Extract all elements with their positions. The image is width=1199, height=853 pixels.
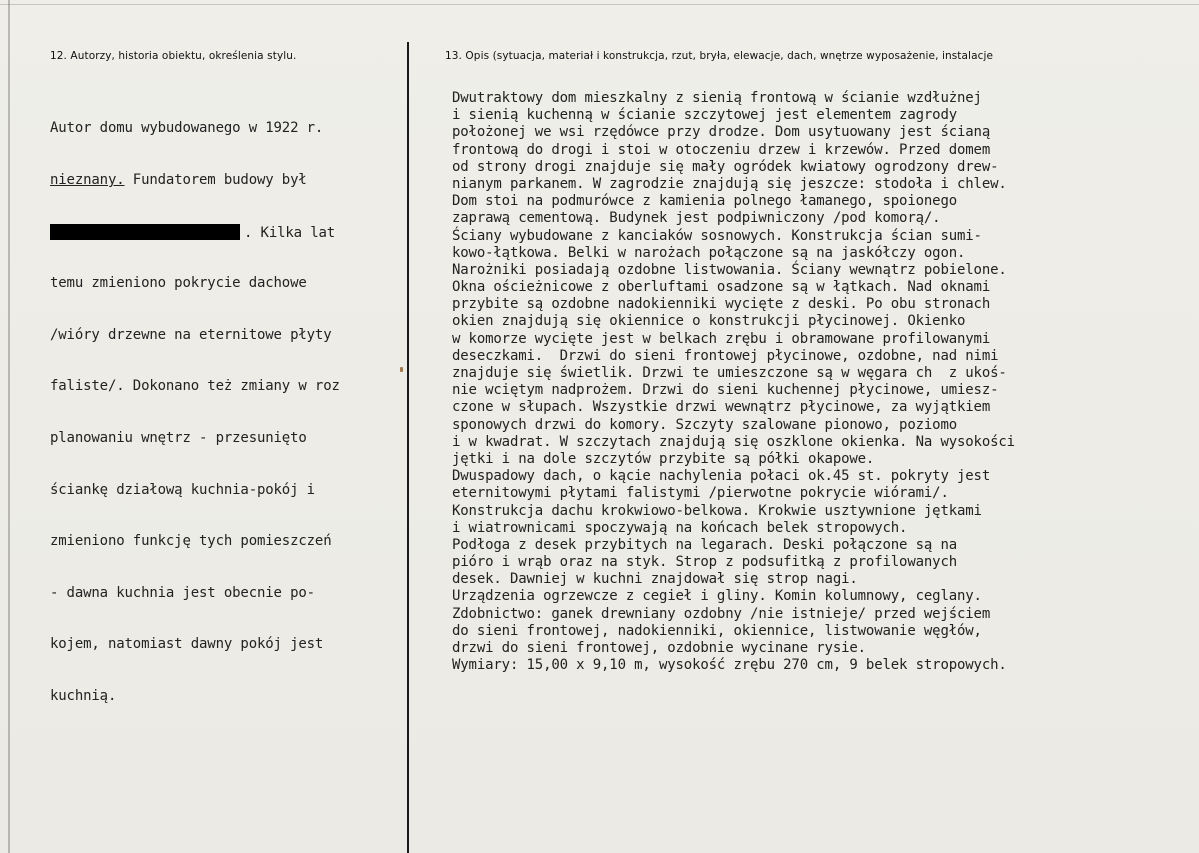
right-line: pióro i wrąb oraz na styk. Strop z podsufitką z profilowanych	[452, 554, 958, 571]
right-line: Zdobnictwo: ganek drewniany ozdobny /nie istnieje/ przed wejściem	[452, 605, 991, 622]
right-line: Narożniki posiadają ozdobne listwowania. Ściany wewnątrz pobielone.	[452, 261, 1007, 278]
right-line: okien znajdują się okiennice o konstrukcji płycinowej. Okienko	[452, 313, 966, 330]
underlined-word: nieznany.	[50, 172, 125, 188]
left-line: /wióry drzewne na eternitowe płyty	[50, 326, 332, 343]
redaction-bar	[50, 224, 240, 240]
right-line: czone w słupach. Wszystkie drzwi wewnątrz płycinowe, za wyjątkiem	[452, 399, 991, 416]
right-line: eternitowymi płytami falistymi /pierwotne pokrycie wiórami/.	[452, 485, 949, 502]
section-13-text	[452, 90, 1192, 674]
left-line: planowaniu wnętrz - przesunięto	[50, 429, 307, 446]
right-line: do sieni frontowej, nadokienniki, okiennice, listwowanie węgłów,	[452, 622, 982, 639]
right-line: drzwi do sieni frontowej, ozdobnie wycinane rysie.	[452, 640, 866, 656]
left-line: faliste/. Dokonano też zmiany w roz	[50, 378, 340, 395]
right-line: w komorze wycięte jest w belkach zrębu i obramowane profilowanymi	[452, 330, 991, 347]
left-line	[50, 224, 400, 241]
right-line: położonej we wsi rzędówce przy drodze. Dom usytuowany jest ścianą	[452, 124, 991, 141]
right-line: Urządzenia ogrzewcze z cegieł i gliny. Komin kolumnowy, ceglany.	[452, 588, 982, 605]
column-divider	[407, 42, 409, 853]
right-line: Konstrukcja dachu krokwiowo-belkowa. Krokwie usztywnione jętkami	[452, 502, 982, 519]
left-line-rest: . Kilka lat	[244, 224, 336, 241]
right-line: Ściany wybudowane z kanciaków sosnowych. Konstrukcja ścian sumi-	[452, 227, 982, 244]
right-line: przybite są ozdobne nadokienniki wycięte z deski. Po obu stronach	[452, 296, 991, 313]
right-line: znajduje się świetlik. Drzwi te umieszczone są w węgara ch z ukoś-	[452, 365, 1007, 381]
right-line: nianym parkanem. W zagrodzie znajdują się jeszcze: stodoła i chlew.	[452, 175, 1007, 192]
left-line: - dawna kuchnia jest obecnie po-	[50, 584, 315, 601]
right-line: Dom stoi na podmurówce z kamienia polnego łamanego, spoionego	[452, 193, 958, 210]
right-line: Dwuspadowy dach, o kącie nachylenia połaci ok.45 st. pokryty jest	[452, 468, 991, 485]
right-line: deseczkami. Drzwi do sieni frontowej płycinowe, ozdobne, nad nimi	[452, 347, 999, 364]
right-line: desek. Dawniej w kuchni znajdował się strop nagi.	[452, 571, 858, 588]
left-line: ściankę działową kuchnia-pokój i	[50, 481, 315, 498]
right-line: frontową do drogi i stoi w otoczeniu drzew i krzewów. Przed domem	[452, 141, 991, 158]
right-line: i w kwadrat. W szczytach znajdują się oszklone okienka. Na wysokości	[452, 433, 1015, 450]
section-13-heading: 13. Opis (sytuacja, materiał i konstrukcja, rzut, bryła, elewacje, dach, wnętrze wyposażenie, instalacje	[445, 50, 994, 62]
left-edge-line	[8, 0, 10, 853]
left-line: kuchnią.	[50, 687, 117, 704]
right-line: nie wciętym nadprożem. Drzwi do sieni kuchennej płycinowe, umiesz-	[452, 382, 999, 399]
right-line: Dwutraktowy dom mieszkalny z sienią frontową w ścianie wzdłużnej	[452, 90, 982, 106]
right-line: Okna ościeżnicowe z oberluftami osadzone są w łątkach. Nad oknami	[452, 279, 991, 296]
right-line: sponowych drzwi do komory. Szczyty szalowane pionowo, poziomo	[452, 416, 958, 433]
section-12-heading: 12. Autorzy, historia obiektu, określenia stylu.	[50, 50, 297, 62]
right-line: Podłoga z desek przybitych na legarach. Deski połączone są na	[452, 536, 958, 553]
left-line: Autor domu wybudowanego w 1922 r.	[50, 120, 324, 137]
right-line: i wiatrownicami spoczywają na końcach belek stropowych.	[452, 519, 908, 536]
right-line: jętki i na dole szczytów przybite są półki okapowe.	[452, 450, 875, 467]
right-line: kowo-łątkowa. Belki w narożach połączone są na jaskółczy ogon.	[452, 244, 966, 261]
right-line: od strony drogi znajduje się mały ogródek kwiatowy ogrodzony drew-	[452, 158, 999, 175]
top-edge-line	[0, 4, 1199, 5]
section-12-text	[50, 86, 400, 722]
left-line	[50, 172, 400, 189]
left-line: kojem, natomiast dawny pokój jest	[50, 636, 324, 653]
right-line: Wymiary: 15,00 x 9,10 m, wysokość zrębu 270 cm, 9 belek stropowych.	[452, 657, 1007, 674]
right-line: zaprawą cementową. Budynek jest podpiwniczony /pod komorą/.	[452, 210, 941, 227]
left-line: temu zmieniono pokrycie dachowe	[50, 275, 307, 292]
left-line: zmieniono funkcję tych pomieszczeń	[50, 533, 332, 550]
paper-stain	[400, 367, 403, 372]
right-line: i sienią kuchenną w ścianie szczytowej jest elementem zagrody	[452, 107, 958, 124]
left-line-rest: Fundatorem budowy był	[124, 172, 307, 188]
